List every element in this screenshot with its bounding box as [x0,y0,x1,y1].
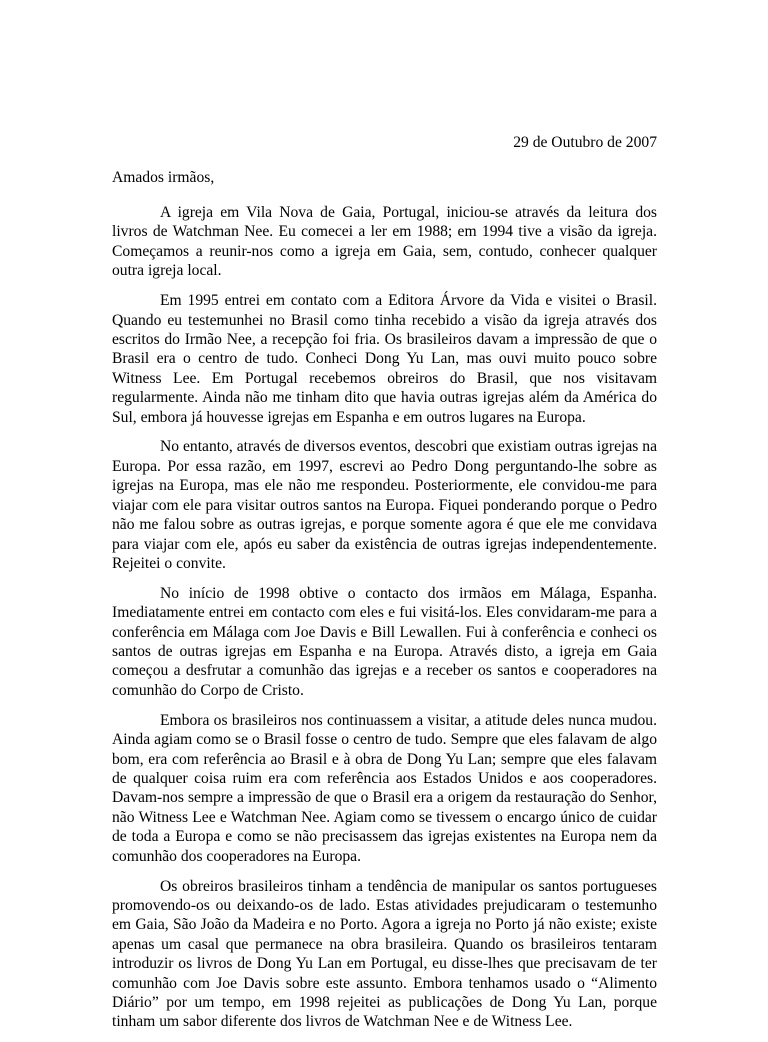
paragraph: Embora os brasileiros nos continuassem a visitar, a atitude deles nunca mudou. Ainda agiam como se o Brasil fosse o centro de tudo. Sempre que eles falavam de algo bom, era com referência ao Brasil e à obra de Dong Yu Lan; sempre que eles falavam de qualquer coisa ruim era com referência aos Estados Unidos e aos cooperadores. Davam-nos sempre a impressão de que o Brasil era a origem da restauração do Senhor, não Witness Lee e Watchman Nee. Agiam como se tivessem o encargo único de cuidar de toda a Europa e como se não precisassem das igrejas existentes na Europa nem da comunhão dos cooperadores na Europa. [112,711,657,865]
paragraph: A igreja em Vila Nova de Gaia, Portugal, iniciou-se através da leitura dos livros de Watchman Nee. Eu comecei a ler em 1988; em 1994 tive a visão da igreja. Começamos a reunir-nos como a igreja em Gaia, sem, contudo, conhecer qualquer outra igreja local. [112,204,657,280]
letter-page [112,133,657,1042]
paragraph: Os obreiros brasileiros tinham a tendência de manipular os santos portugueses promovendo-os ou deixando-os de lado. Estas atividades prejudicaram o testemunho em Gaia, São João da Madeira e no Porto. Agora a igreja no Porto já não existe; existe apenas um casal que permanece na obra brasileira. Quando os brasileiros tentaram introduzir os livros de Dong Yu Lan em Portugal, eu disse-lhes que precisavam de ter comunhão com Joe Davis sobre este assunto. Embora tenhamos usado o “Alimento Diário” por um tempo, em 1998 rejeitei as publicações de Dong Yu Lan, porque tinham um sabor diferente dos livros de Watchman Nee e de Witness Lee. [112,877,657,1031]
paragraph: No entanto, através de diversos eventos, descobri que existiam outras igrejas na Europa. Por essa razão, em 1997, escrevi ao Pedro Dong perguntando-lhe sobre as igrejas na Europa, mas ele não me respondeu. Posteriormente, ele convidou-me para viajar com ele para visitar outros santos na Europa. Fiquei ponderando porque o Pedro não me falou sobre as outras igrejas, e porque somente agora é que ele me convidava para viajar com ele, após eu saber da existência de outras igrejas independentemente. Rejeitei o convite. [112,438,657,572]
paragraph: No início de 1998 obtive o contacto dos irmãos em Málaga, Espanha. Imediatamente entrei em contacto com eles e fui visitá-los. Eles convidaram-me para a conferência em Málaga com Joe Davis e Bill Lewallen. Fui à conferência e conheci os santos de outras igrejas em Espanha e na Europa. Através disto, a igreja em Gaia começou a desfrutar a comunhão das igrejas e a receber os santos e cooperadores na comunhão do Corpo de Cristo. [112,584,657,699]
letter-salutation: Amados irmãos, [112,169,215,186]
letter-date: 29 de Outubro de 2007 [513,134,657,151]
paragraph: Em 1995 entrei em contato com a Editora Árvore da Vida e visitei o Brasil. Quando eu testemunhei no Brasil como tinha recebido a visão da igreja através dos escritos do Irmão Nee, a recepção foi fria. Os brasileiros davam a impressão de que o Brasil era o centro de tudo. Conheci Dong Yu Lan, mas ouvi muito pouco sobre Witness Lee. Em Portugal recebemos obreiros do Brasil, que nos visitavam regularmente. Ainda não me tinham dito que havia outras igrejas além da América do Sul, embora já houvesse igrejas em Espanha e em outros lugares na Europa. [112,292,657,426]
